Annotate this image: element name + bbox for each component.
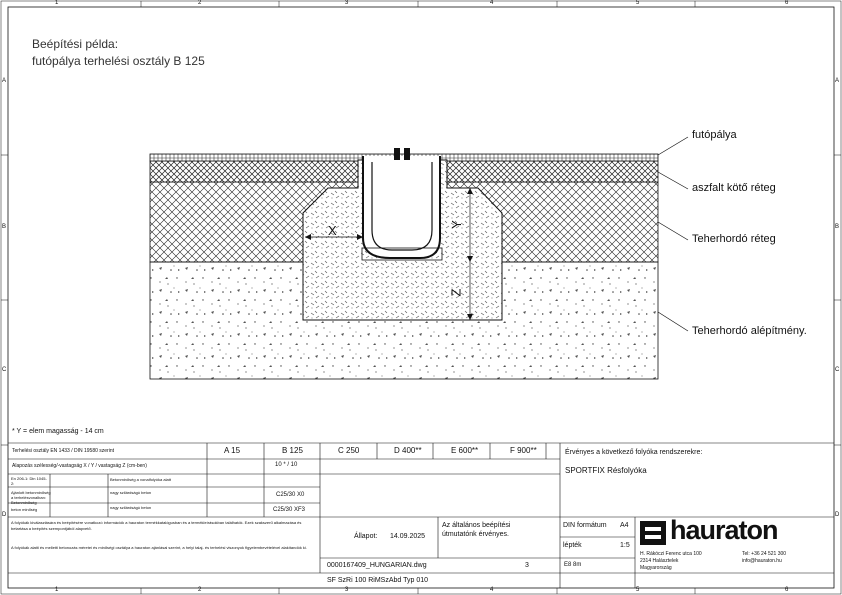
dimension-z-label: Z [448,288,464,297]
recommended-quality-label: Ajánlott betonminőség a terhelésvonalban: Betonminőség [11,490,51,505]
valid-for-label: Érvényes a következő folyóka rendszerekre: [565,449,703,456]
class-f900: F 900** [510,446,537,455]
row-index: B [835,224,840,230]
drawing-subtitle: futópálya terhelési osztály B 125 [32,54,205,68]
concrete-xf3: C25/30 XF3 [273,507,306,513]
row-index: C [835,367,840,373]
scale-value: 1:5 [620,542,630,549]
column-index: 5 [636,0,640,6]
row-index: A [835,78,840,84]
dimension-x-label: X [328,223,337,238]
row-index: D [2,512,7,518]
column-index: 4 [490,587,494,593]
valid-for-value: SPORTFIX Résfolyóka [565,466,647,475]
company-email: info@hauraton.hu [742,558,782,564]
class-b125: B 125 [282,446,303,455]
company-address-2: 2314 Halásztelek [640,558,679,564]
norm-code: En 206-1: Din 1045-2: [11,476,47,486]
dwg-filename: 0000167409_HUNGARIAN.dwg [327,562,427,569]
column-index: 1 [55,0,59,6]
class-d400: D 400** [394,446,422,455]
column-index: 5 [636,587,640,593]
load-class-label: Terhelési osztály EN 1433 / DIN 19580 szerint [12,448,114,454]
class-a15: A 15 [224,446,241,455]
row-index: B [2,224,7,230]
hs-concrete-label-2: nagy szilárdságú beton [110,505,152,510]
status-label: Állapot: [354,533,378,540]
company-phone: Tel: +36 24 521 300 [742,551,787,557]
company-address-1: H. Rákóczi Ferenc utca 100 [640,551,702,557]
e-code: E8 8m [564,562,582,568]
label-base: Teherhordó réteg [692,233,776,245]
company-logo: hauraton [670,515,778,545]
foundation-dim-value: 10 * / 10 [275,462,298,468]
installation-note: Az általános beépítési útmutatónk érvényes. [442,522,511,538]
foundation-dim-label: Alapozás szélesség/-vastagság X / Y / vastagság Z (cm-ben) [12,463,147,469]
class-c250: C 250 [338,446,360,455]
drawing-title: Beépítési példa: [32,37,119,51]
din-format-label: DIN formátum [563,522,607,529]
hauraton-logo-icon [640,521,666,545]
class-e600: E 600** [451,446,479,455]
footnote: * Y = elem magasság - 14 cm [12,428,104,435]
label-asphalt: aszfalt kötő réteg [692,182,776,194]
label-track: futópálya [692,129,737,141]
row-index: C [2,367,7,373]
column-index: 6 [785,0,789,6]
concrete-quality-label: Betonminőség a vonalfolyóka alatt [110,477,171,482]
column-index: 3 [345,0,349,6]
column-index: 1 [55,587,59,593]
din-format-value: A4 [620,522,629,529]
drawing-code: SF SzRi 100 RiMSzAbd Typ 010 [327,577,429,584]
company-address-3: Magyarország [640,565,672,571]
note-2: A folyókák alatti és melletti betonozás méretei és minőségi osztálya a hauraton ajánlásai szerint, a helyi talaj- és terhelési viszonyok figyelembevételével alakítandók ki. [11,545,307,550]
note-1: A folyókák kiválasztására és beépítésére vonatkozó információk a hauraton termékkatalógusban és a termékleírásokban találhatók. Ezek szakszerű alkalmazása és betartása a beépítés szempontjából alapvető. [11,520,302,531]
hs-concrete-label: nagy szilárdságú beton [110,490,152,495]
cross-section [150,137,688,379]
concrete-x0: C25/30 X0 [276,492,305,498]
scale-label: lépték [563,542,582,549]
dimension-y-label: Y [448,220,464,229]
column-index: 6 [785,587,789,593]
row-index: A [2,78,7,84]
sheet-number: 3 [525,562,529,569]
status-date: 14.09.2025 [390,533,426,540]
column-index: 2 [198,0,202,6]
column-index: 4 [490,0,494,6]
column-index: 2 [198,587,202,593]
label-subgrade: Teherhordó alépítmény. [692,325,807,337]
row-index: D [835,512,840,518]
column-index: 3 [345,587,349,593]
concrete-quality-left: beton minőség [11,507,38,512]
